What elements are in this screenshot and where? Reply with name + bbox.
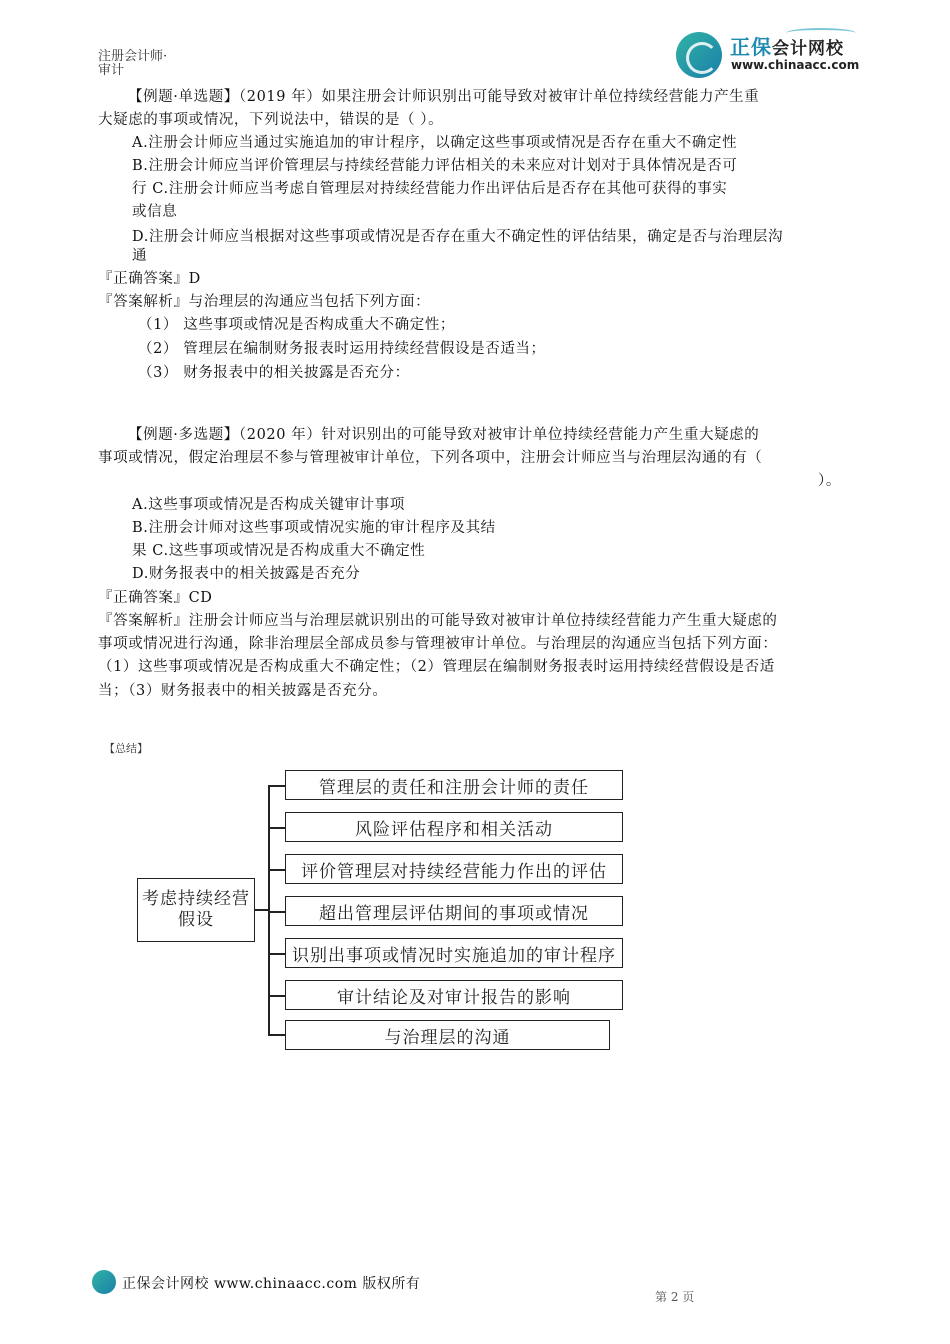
diagram-item-2: 风险评估程序和相关活动 (285, 812, 623, 842)
q2-stem-line1: 【例题·多选题】（2020 年）针对识别出的可能导致对被审计单位持续经营能力产生重大疑虑的 (128, 427, 760, 443)
q2-option-b-line2: 果 C.这些事项或情况是否构成重大不确定性 (132, 543, 426, 559)
logo-url: www.chinaacc.com (731, 58, 860, 72)
q1-option-d-line2: 通 (132, 248, 148, 264)
q2-option-b-line1: B.注册会计师对这些事项或情况实施的审计程序及其结 (132, 520, 496, 536)
q1-stem-line1: 【例题·单选题】（2019 年）如果注册会计师识别出可能导致对被审计单位持续经营能力产生重 (128, 89, 760, 105)
logo-subname: 会计网校 (772, 39, 844, 59)
diagram-item-1: 管理层的责任和注册会计师的责任 (285, 770, 623, 800)
brand-logo[interactable] (676, 28, 866, 80)
q1-option-b-line2: 行 C.注册会计师应当考虑自管理层对持续经营能力作出评估后是否存在其他可获得的事实 (132, 181, 728, 197)
page-number: 第 2 页 (655, 1290, 695, 1304)
logo-name: 正保 (730, 35, 772, 59)
diagram-item-6: 审计结论及对审计报告的影响 (285, 980, 623, 1010)
q1-option-d-line1: D.注册会计师应当根据对这些事项或情况是否存在重大不确定性的评估结果，确定是否与治理层沟 (132, 229, 784, 245)
diagram-root-box: 考虑持续经营 假设 (137, 878, 255, 942)
diagram-branch (268, 785, 285, 787)
q2-analysis-line1: 『答案解析』注册会计师应当与治理层就识别出的可能导致对被审计单位持续经营能力产生重大疑虑的 (98, 613, 778, 629)
diagram-item-4: 超出管理层评估期间的事项或情况 (285, 896, 623, 926)
q1-correct-answer: 『正确答案』D (98, 271, 201, 287)
q1-stem-line2: 大疑虑的事项或情况，下列说法中，错误的是（ ）。 (98, 112, 444, 128)
q2-option-d: D.财务报表中的相关披露是否充分 (132, 566, 361, 582)
diagram-item-3: 评价管理层对持续经营能力作出的评估 (285, 854, 623, 884)
diagram-branch (268, 1034, 285, 1036)
diagram-root-connector (255, 909, 269, 911)
q2-stem-line2: 事项或情况，假定治理层不参与管理被审计单位，下列各项中，注册会计师应当与治理层沟通的有（ (98, 450, 763, 466)
footer-logo-icon (92, 1270, 116, 1294)
q2-stem-line3: ）。 (818, 473, 841, 489)
q1-point-3: （3） 财务报表中的相关披露是否充分： (138, 365, 410, 381)
diagram-branch (268, 995, 285, 997)
q1-option-a: A.注册会计师应当通过实施追加的审计程序，以确定这些事项或情况是否存在重大不确定性 (132, 135, 738, 151)
q1-analysis: 『答案解析』与治理层的沟通应当包括下列方面： (98, 294, 431, 310)
diagram-branch (268, 827, 285, 829)
q2-analysis-line2: 事项或情况进行沟通，除非治理层全部成员参与管理被审计单位。与治理层的沟通应当包括下列方面： (98, 636, 778, 652)
diagram-item-7: 与治理层的沟通 (285, 1020, 610, 1050)
summary-mark: 【总结】 (104, 742, 148, 755)
diagram-branch (268, 953, 285, 955)
logo-emblem-icon (676, 32, 722, 78)
diagram-branch (268, 911, 285, 913)
footer-copyright: 正保会计网校 www.chinaacc.com 版权所有 (122, 1276, 421, 1292)
q1-option-b-line1: B.注册会计师应当评价管理层与持续经营能力评估相关的未来应对计划对于具体情况是否可 (132, 158, 738, 174)
q1-option-b-line3: 或信息 (132, 204, 178, 220)
q1-point-2: （2） 管理层在编制财务报表时运用持续经营假设是否适当； (138, 341, 546, 357)
q2-analysis-line4-clipped: 当；（3）财务报表中的相关披露是否充分。 (98, 683, 388, 699)
q2-option-a: A.这些事项或情况是否构成关键审计事项 (132, 497, 405, 513)
q1-point-1: （1） 这些事项或情况是否构成重大不确定性； (138, 317, 456, 333)
q2-analysis-line3: （1）这些事项或情况是否构成重大不确定性；（2）管理层在编制财务报表时运用持续经营假设是否适 (98, 659, 775, 675)
diagram-trunk-line (268, 785, 270, 1035)
q2-correct-answer: 『正确答案』CD (98, 590, 213, 606)
diagram-item-5: 识别出事项或情况时实施追加的审计程序 (285, 938, 623, 968)
diagram-branch (268, 869, 285, 871)
header-running-title: 注册会计师·审计 (98, 49, 168, 78)
